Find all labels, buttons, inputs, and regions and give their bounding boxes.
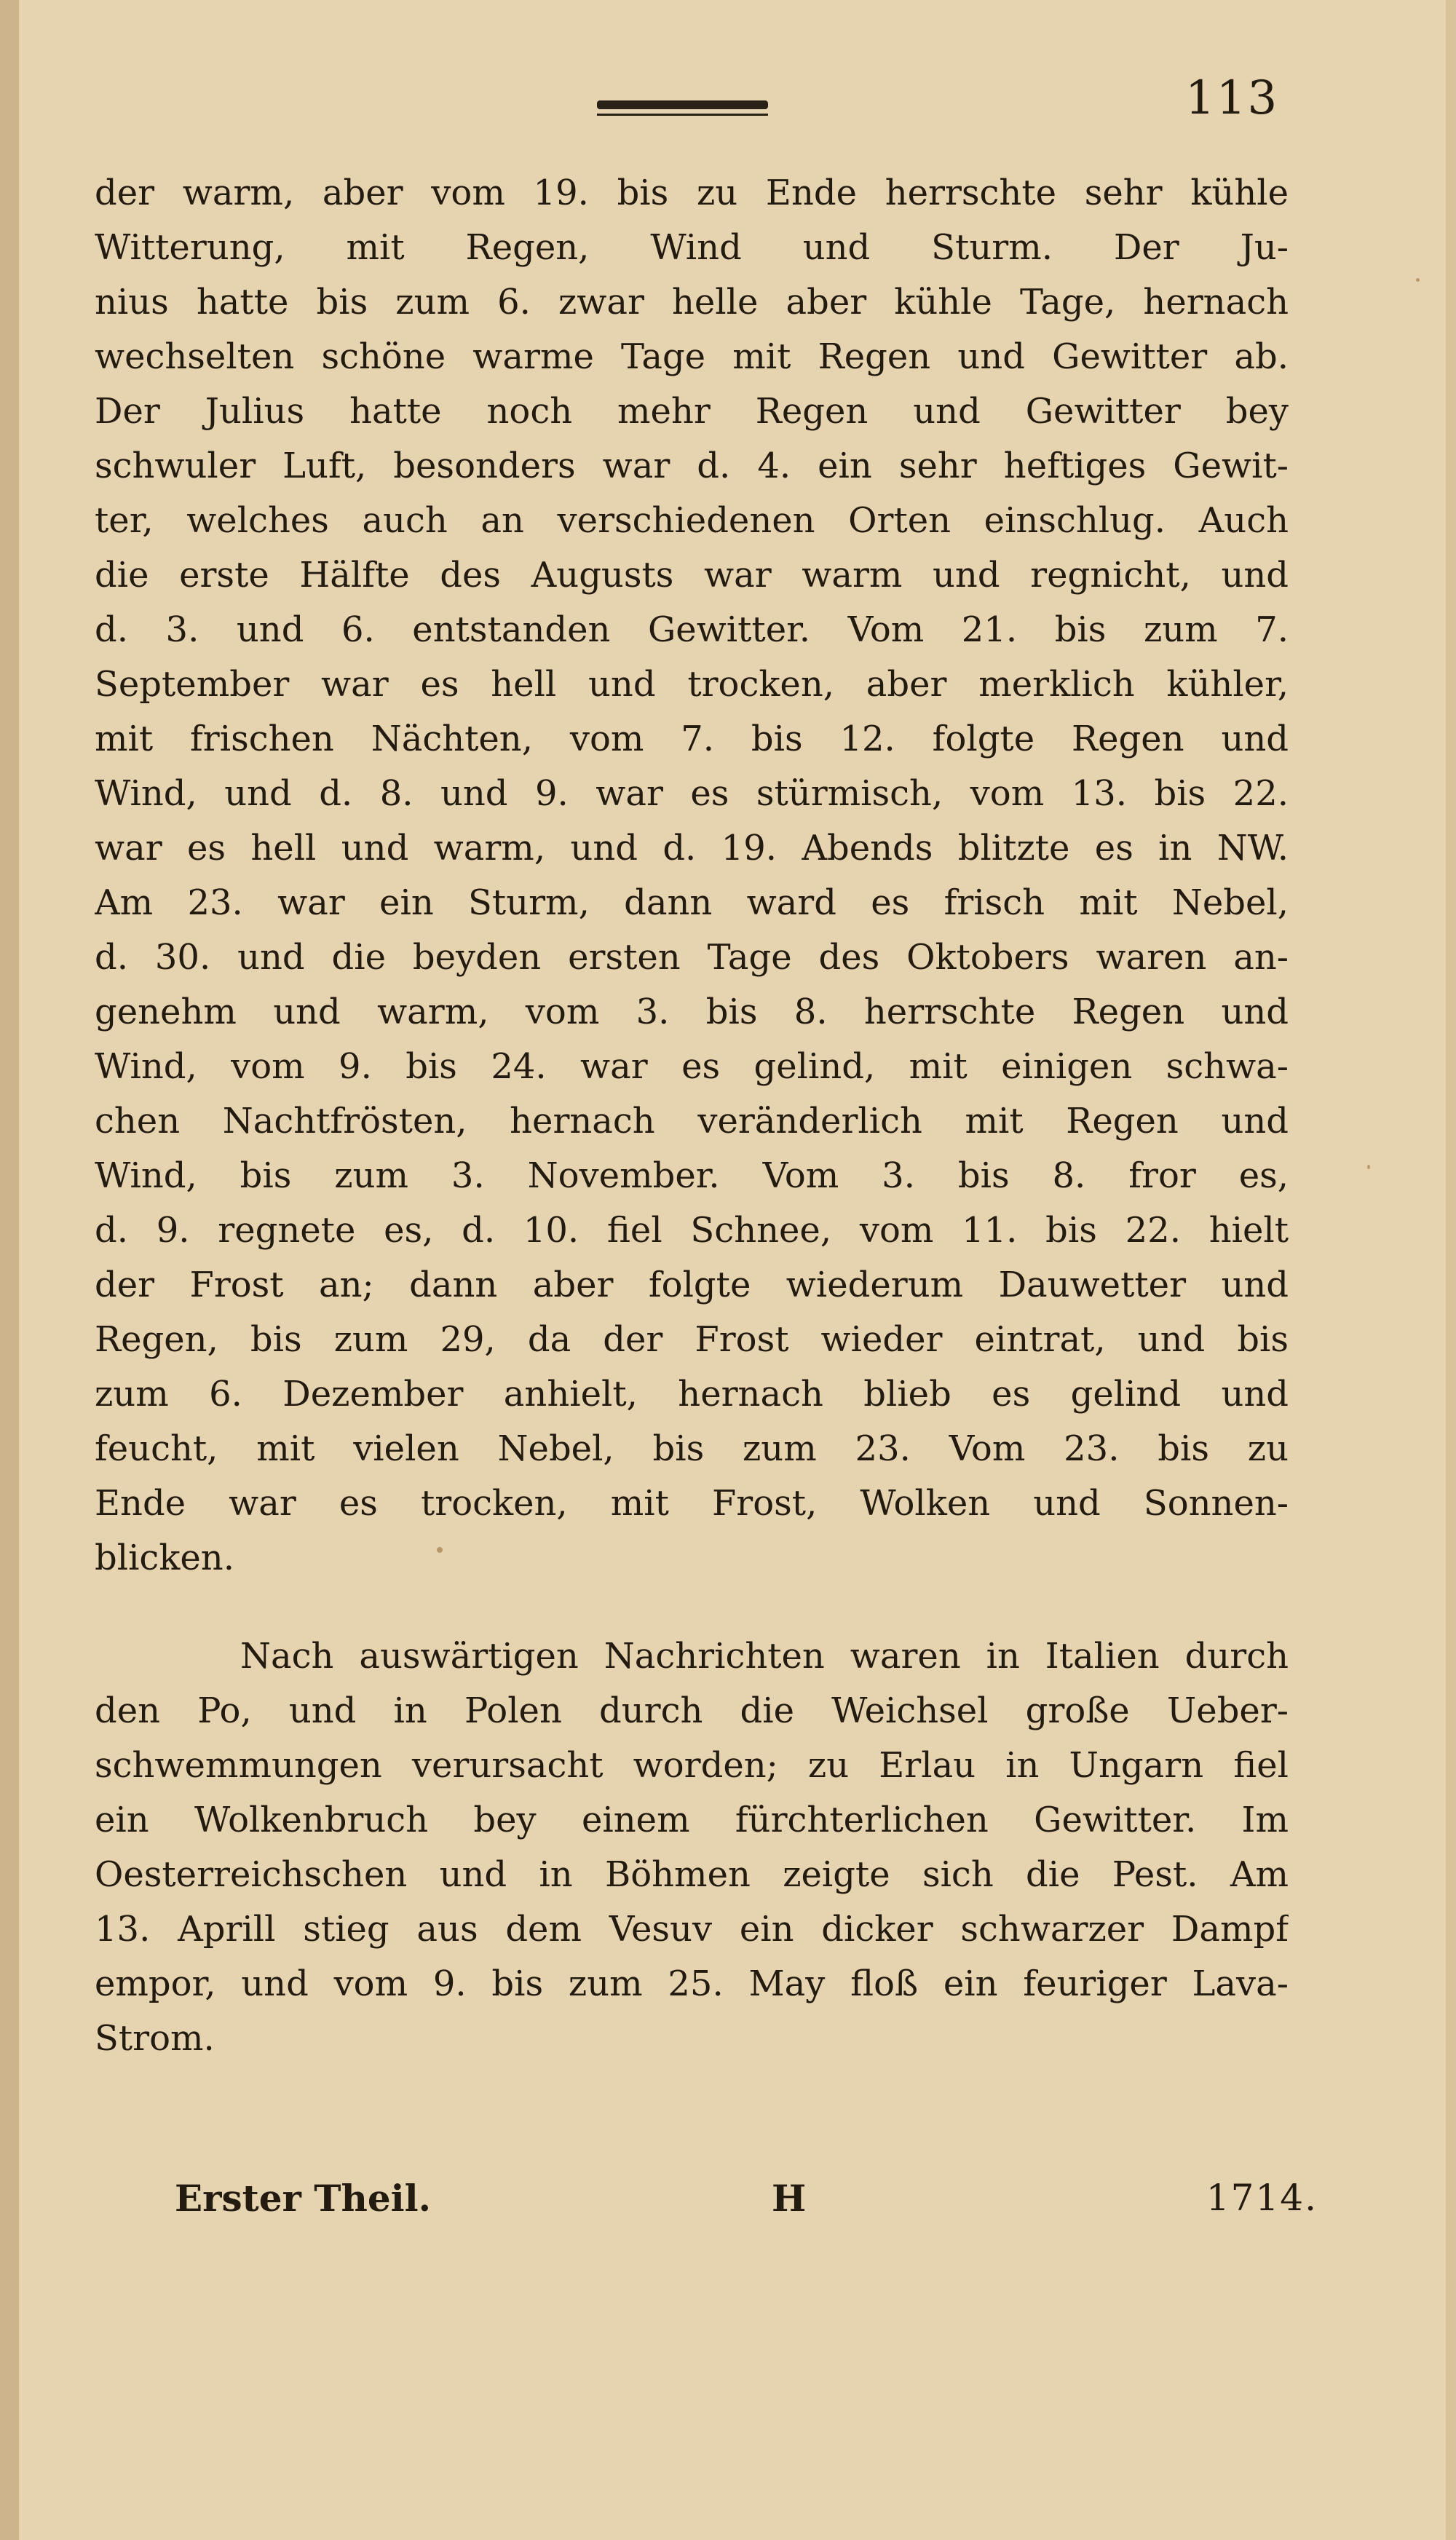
paper-speck (1367, 1165, 1370, 1169)
page-gutter-shadow (0, 0, 19, 2540)
text-line: ter, welches auch an verschiedenen Orten einschlug. Auch (95, 500, 1289, 541)
text-line: zum 6. Dezember anhielt, hernach blieb es gelind und (95, 1374, 1289, 1415)
text-line: Wind, bis zum 3. November. Vom 3. bis 8. fror es, (95, 1155, 1289, 1196)
text-line: d. 30. und die beyden ersten Tage des Oktobers waren an- (95, 937, 1289, 978)
text-line: Wind, vom 9. bis 24. war es gelind, mit einigen schwa- (95, 1046, 1289, 1087)
text-line: der Frost an; dann aber folgte wiederum Dauwetter und (95, 1265, 1289, 1305)
text-line: Oesterreichschen und in Böhmen zeigte sich die Pest. Am (95, 1854, 1289, 1895)
paragraph-weather (95, 166, 1289, 1586)
catchword: 1714. (1206, 2177, 1318, 2219)
paper-speck (1416, 278, 1420, 282)
text-line: nius hatte bis zum 6. zwar helle aber kühle Tage, hernach (95, 282, 1289, 323)
text-line: Der Julius hatte noch mehr Regen und Gewitter bey (95, 391, 1289, 432)
footer-row (175, 2177, 1318, 2235)
signature-mark: H (772, 2177, 807, 2220)
text-line: schwuler Luft, besonders war d. 4. ein sehr heftiges Gewit- (95, 446, 1289, 486)
text-line: feucht, mit vielen Nebel, bis zum 23. Vom 23. bis zu (95, 1428, 1289, 1469)
text-line: September war es hell und trocken, aber merklich kühler, (95, 664, 1289, 705)
signature-title: Erster Theil. (175, 2177, 432, 2220)
text-line: war es hell und warm, und d. 19. Abends blitzte es in NW. (95, 828, 1289, 869)
text-line: chen Nachtfrösten, hernach veränderlich mit Regen und (95, 1101, 1289, 1142)
text-line: 13. Aprill stieg aus dem Vesuv ein dicker schwarzer Dampf (95, 1909, 1289, 1950)
text-line: den Po, und in Polen durch die Weichsel große Ueber- (95, 1690, 1289, 1731)
text-line: Wind, und d. 8. und 9. war es stürmisch, vom 13. bis 22. (95, 773, 1289, 814)
text-line: ein Wolkenbruch bey einem fürchterlichen Gewitter. Im (95, 1800, 1289, 1840)
text-line: Ende war es trocken, mit Frost, Wolken und Sonnen- (95, 1483, 1289, 1524)
page-edge-shadow (1446, 0, 1456, 2540)
text-line: Am 23. war ein Sturm, dann ward es frisch mit Nebel, (95, 882, 1289, 923)
text-line: d. 3. und 6. entstanden Gewitter. Vom 21. bis zum 7. (95, 609, 1289, 650)
text-line: blicken. (95, 1538, 234, 1578)
text-line: mit frischen Nächten, vom 7. bis 12. folgte Regen und (95, 719, 1289, 759)
page-number: 113 (1185, 71, 1279, 125)
text-line: der warm, aber vom 19. bis zu Ende herrschte sehr kühle (95, 173, 1289, 213)
header-rule-thin (597, 114, 768, 116)
text-line: Witterung, mit Regen, Wind und Sturm. Der Ju- (95, 227, 1289, 268)
text-line: Strom. (95, 2018, 215, 2059)
text-line: genehm und warm, vom 3. bis 8. herrschte Regen und (95, 992, 1289, 1032)
text-line: empor, und vom 9. bis zum 25. May floß ein feuriger Lava- (95, 1963, 1289, 2004)
text-line: wechselten schöne warme Tage mit Regen und Gewitter ab. (95, 336, 1289, 377)
text-line: schwemmungen verursacht worden; zu Erlau in Ungarn fiel (95, 1745, 1289, 1786)
text-line: Nach auswärtigen Nachrichten waren in Italien durch (240, 1636, 1289, 1677)
text-line: die erste Hälfte des Augusts war warm und regnicht, und (95, 555, 1289, 596)
paragraph-foreign-news (95, 1629, 1289, 2066)
text-line: Regen, bis zum 29, da der Frost wieder eintrat, und bis (95, 1319, 1289, 1360)
paper-speck (437, 1547, 443, 1553)
header-rule (597, 100, 768, 109)
text-line: d. 9. regnete es, d. 10. fiel Schnee, vom 11. bis 22. hielt (95, 1210, 1289, 1251)
